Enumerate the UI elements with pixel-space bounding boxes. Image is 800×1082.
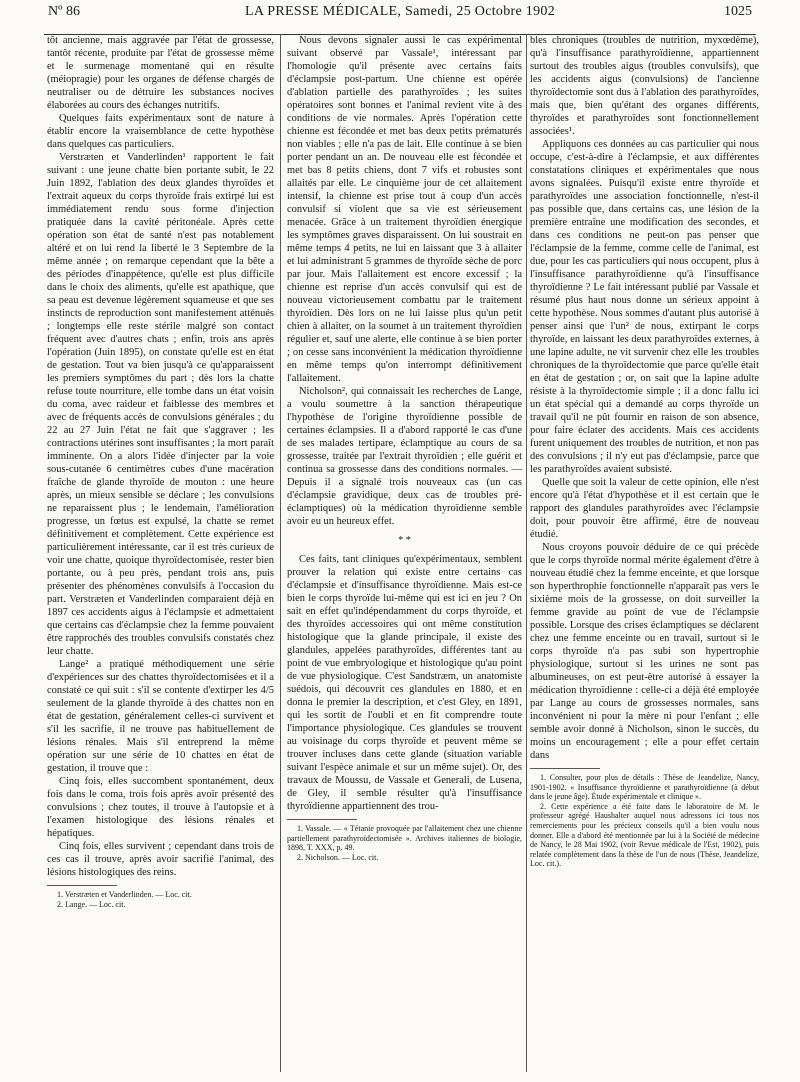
- paragraph: Cinq fois, elles succombent spontanément, deux fois dans le coma, trois fois après avoir présenté des convulsions ; chez toutes, il trouve à l'autopsie et à l'examen histologique des lésions rénales et hépatiques.: [47, 776, 274, 839]
- footnote: 1. Vassale. — « Tétanie provoquée par l'allaitement chez une chienne partiellement parathyroïdectomisée ». Archives italiennes de biologie, 1898, T. XXX, p. 49.: [287, 824, 522, 853]
- column-divider: [280, 34, 281, 1072]
- paragraph: Lange² a pratiqué méthodiquement une série d'expériences sur des chattes thyroïdectomisées et il a constaté ce qui suit : s'il se contente d'extirper les 4/5 seulement de la glande thyroïde à des chattes non en état de gestation, généralement celles-ci survivent et s'il les sacrifie, il ne trouve pas habituellement de lésions rénales. Mais s'il entreprend la même opération sur une série de 10 chattes en état de gestation, il trouve que :: [47, 659, 274, 774]
- paragraph: tôt ancienne, mais aggravée par l'état de grossesse, tantôt récente, produite par l'état de grossesse même et le surmenage momentané qui en résulte (méiopragie) pour les organes de défense chargés de neutraliser ou de détruire les substances nocives élaborées au cours des échanges nutritifs.: [47, 35, 274, 111]
- footnote: 2. Cette expérience a été faite dans le laboratoire de M. le professeur agrégé Haushalter auquel nous adressons ici tous nos remerciements pour les précieux conseils qu'il a bien voulu nous donner. Elle a d'abord été mentionnée par lui à la Société de médecine de Nancy, le 28 Mai 1902, (voir Revue médicale de l'Est, 1902), puis relatée complètement dans la thèse de l'un de nous (Thèse, Jeandelize, Loc. cit.).: [530, 801, 759, 869]
- column-3: [530, 34, 759, 869]
- footnotes: [47, 890, 274, 909]
- column-2: [287, 34, 522, 862]
- footnote-separator: [530, 768, 600, 769]
- column-1: [47, 34, 274, 909]
- paragraph: Quelques faits expérimentaux sont de nature à établir encore la vraisemblance de cette hypothèse dans quelques cas particuliers.: [47, 113, 274, 150]
- footnote-separator: [47, 885, 117, 886]
- paragraph: Nous croyons pouvoir déduire de ce qui précède que le corps thyroïde normal mérite également d'être à nouveau étudié chez la femme enceinte, et que lorsque son hyperthrophie fonctionnelle n'apparaît pas vers le sixième mois de la grossesse, on doit surveiller la femme gravide au point de vue de l'éclampsie possible. Lorsque des crises éclamptiques se déclarent chez une femme enceinte ou en travail, surtout si le corps thyroïde n'a pas subi son hypertrophie physiologique, surtout si les urines ne sont pas albumineuses, on est peut-être autorisé à essayer la médication thyroïdienne : celle-ci a déjà été employée par Lange au cours de grossesses normales, sans inconvénient ni pour la mère ni pour l'enfant ; elle semble avoir donné à Nicholson, sinon le succès, du moins un encouragement ; elle a pour effet certain dans: [530, 542, 759, 761]
- footnote: 2. Nicholson. — Loc. cit.: [297, 852, 379, 862]
- page-header: [44, 0, 756, 35]
- footnote: 2. Lange. — Loc. cit.: [57, 899, 126, 909]
- paragraph: Nous devons signaler aussi le cas expérimental suivant observé par Vassale¹, intéressant par l'homologie qu'il présente avec certains faits d'éclampsie post-partum. Une chienne est opérée d'ablation partielle des parathyroïdes ; les suites opératoires sont bonnes et l'animal revient vite à des conditions de vie normales. Après l'opération cette chienne est fécondée et met bas deux petits prématurés non viables ; elle n'a pas de lait. Elle continue à se bien porter pendant un an. De nouveau elle est fécondée et met bas 8 petits chiens, dont 7 vifs et robustes sont allaités par elle. Le cinquième jour de cet allaitement intensif, la chienne est prise tout à coup d'un accès convulsif si violent que sa vie est sérieusement menacée. Grâce à un traitement thyroïdien énergique les symptômes graves disparaissent. On lui soustrait en même temps 4 petits, ne lui en laissant que 3 à allaiter et lui administrant 5 grammes de thyroïde sèche de porc par jour. Mais l'allaitement est encore excessif ; la chienne est reprise d'un accès convulsif qui est de nouveau victorieusement combattu par le traitement thyroïdien. Dès lors on ne lui laisse plus qu'un petit chien à allaiter, on la soumet à un traitement thyroïdien régulier et, sauf une alerte, elle continue à se bien porter ; on cesse sans inconvénient la médication thyroïdienne en même temps qu'on interrompt définitivement l'allaitement.: [287, 35, 522, 384]
- column-divider: [526, 34, 527, 1072]
- paragraph: Nicholson², qui connaissait les recherches de Lange, a voulu soumettre à la sanction thérapeutique l'hypothèse de l'origine thyroïdienne possible de certaines éclampsies. Il a d'abord rapporté le cas d'une de ses malades tertipare, éclamptique au cours de sa grossesse, traitée par l'extrait thyroïdien ; elle guérit et continua sa grossesse dans des conditions normales. — Depuis il a signalé trois nouveaux cas (un cas d'éclampsie gravidique, deux cas de troubles pré-éclamptiques) où la médication thyroïdienne semble avoir eu un heureux effet.: [287, 386, 522, 527]
- page-number: 1025: [724, 4, 752, 19]
- footnotes: [287, 824, 522, 862]
- footnote: 1. Consulter, pour plus de détails : Thèse de Jeandelize, Nancy, 1901-1902. « Insuffisance thyroïdienne et parathyroïdienne (à début dans le jeune âge). Étude expérimentale et clinique ».: [530, 773, 759, 802]
- paragraph: Appliquons ces données au cas particulier qui nous occupe, c'est-à-dire à l'éclampsie, et aux différentes constatations cliniques et expérimentales que nous avons signalées. Puisqu'il existe entre thyroïde et parathyroïdes une association fonctionnelle, n'est-il pas possible que, dans certains cas, une lésion de la première entraîne une modification des secondes, et dans ces conditions ne peut-on pas penser que l'éclampsie de la femme, comme celle de l'animal, est due, pour les cas particuliers qui nous occupent, plus à l'insuffisance parathyroïdienne qu'à l'insuffisance thyroïdienne ? Le fait intéressant publié par Vassale et résumé plus haut nous donne un sérieux appoint à cette hypothèse. Nous sommes d'autant plus autorisé à penser ainsi que l'un² de nous, extirpant le corps thyroïde, en laissant les deux parathyroïdes externes, à une lapine adulte, ne vit survenir chez elle les troubles chroniques de la thyroïdectomie que parce qu'elle était en état de gestation ; or, on sait que la lapine adulte résiste à la thyroïdectomie simple ; il a donc fallu ici un état spécial qui a demandé au corps thyroïde un travail qu'il ne pût fournir en raison de son absence, pour faire éclater des accidents. Mais ces accidents furent uniquement des troubles de nutrition, et non pas des convulsions ; il n'y eut pas d'éclampsie, parce que les parathyroïdes avaient subsisté.: [530, 139, 759, 475]
- paragraph: Ces faits, tant cliniques qu'expérimentaux, semblent prouver la relation qui existe entre certains cas d'éclampsie et d'insuffisance thyroïdienne. Mais est-ce bien le corps thyroïde lui-même qui est ici en jeu ? On sait en effet qu'indépendamment du corps thyroïde, et des thyroïdes accessoires qui ont même constitution histologique que la glande principale, il existe des glandules, appelées parathyroïdes, différentes tant au point de vue embryologique et histologique qu'au point de vue physiologique. C'est Sandstræm, un anatomiste suédois, qui découvrit ces glandules en 1880, et en donna le premier la description, et c'est Gley, en 1891, qui les sortit de l'oubli et en fit comprendre toute l'importance physiologique. Ces glandules se trouvent au voisinage du corps thyroïde et peuvent même se trouver incluses dans cette glande (situation variable suivant l'espèce animale et sur un même sujet). Or, des travaux de Moussu, de Vassale et Generali, de Lusena, de Gley, il semble résulter qu'à l'insuffisance thyroïdienne appartiennent des trou-: [287, 554, 522, 812]
- paragraph: bles chroniques (troubles de nutrition, myxœdème), qu'à l'insuffisance parathyroïdienne, appartiennent surtout des troubles aigus (troubles convulsifs), que les accidents aigus (convulsions) de l'ancienne thyroïdectomie sont dus à l'ablation des parathyroïdes, mais que, bien qu'étant des organes différents, thyroïdes et parathyroïdes sont fonctionnellement associées¹.: [530, 35, 759, 137]
- footnote: 1. Verstræten et Vanderlinden. — Loc. cit.: [57, 890, 192, 899]
- issue-number: Nº 86: [48, 4, 80, 19]
- section-separator: * *: [398, 535, 411, 546]
- paragraph: Verstræten et Vanderlinden¹ rapportent le fait suivant : une jeune chatte bien portante subit, le 22 Juin 1892, l'ablation des deux glandes thyroïdes et l'extrait aqueux du corps thyroïde frais extirpé lui est immédiatement rendu sous forme d'injection pratiquée dans la cavité péritonéale. Après cette opération son état de santé n'est pas notablement altéré et on lui rend la liberté le 3 Septembre de la même année ; on remarque cependant que la bête a des périodes d'inappétence, qu'elle est plus difficile dans le choix des aliments, qu'elle est apathique, que sa peau est devenue légèrement squameuse et que ses instincts de reproduction sont manifestement atténués ; longtemps elle reste stérile malgré son contact fréquent avec d'autres chats ; enfin, trois ans après l'opération (Juin 1895), on constate qu'elle est en état de gestation. Tout va bien jusqu'à ce qu'apparaissent les premiers symptômes du part ; dès lors la chatte refuse toute nourriture, elle tombe dans un état voisin du coma, avec raideur et faiblesse des membres et avec de fréquents accès de convulsions générales ; du 22 au 27 Juin l'état ne fait que s'aggraver ; les contractions utérines sont insuffisantes ; la mort paraît imminente. On a alors l'idée d'injecter par la voie sous-cutanée 6 centimètres cubes d'une macération fraîche de glande thyroïde de mouton : une heure après, un mieux sensible se déclare ; les convulsions ne reparaissent plus ; le lendemain, l'amélioration progresse, un fœtus est expulsé, la chatte se remet définitivement et complètement. Cette expérience est particulièrement intéressante, car il est très curieux de voir une chatte, quoique thyroïdectomisée, rester bien portante, ou à peu près, pendant trois ans, puis présenter des phénomènes convulsifs à l'occasion du part. Verstræten et Vanderlinden comparaient déjà en 1897 ces accidents aigus à l'éclampsie et admettaient que certains cas d'éclampsie chez la femme pouvaient être rapprochés des troubles convulsifs constatés chez leur chatte.: [47, 152, 274, 657]
- paragraph: Cinq fois, elles survivent ; cependant dans trois de ces cas il trouve, après avoir sacrifié l'animal, des lésions histologiques des reins.: [47, 841, 274, 878]
- footnote-separator: [287, 819, 357, 820]
- footnotes: [530, 773, 759, 869]
- journal-title: LA PRESSE MÉDICALE, Samedi, 25 Octobre 1902: [245, 4, 555, 19]
- paragraph: Quelle que soit la valeur de cette opinion, elle n'est encore qu'à l'état d'hypothèse et il est certain que le rapport des glandules parathyroïdes avec l'éclampsie doit, pour pouvoir être affirmé, être de nouveau étudié.: [530, 477, 759, 540]
